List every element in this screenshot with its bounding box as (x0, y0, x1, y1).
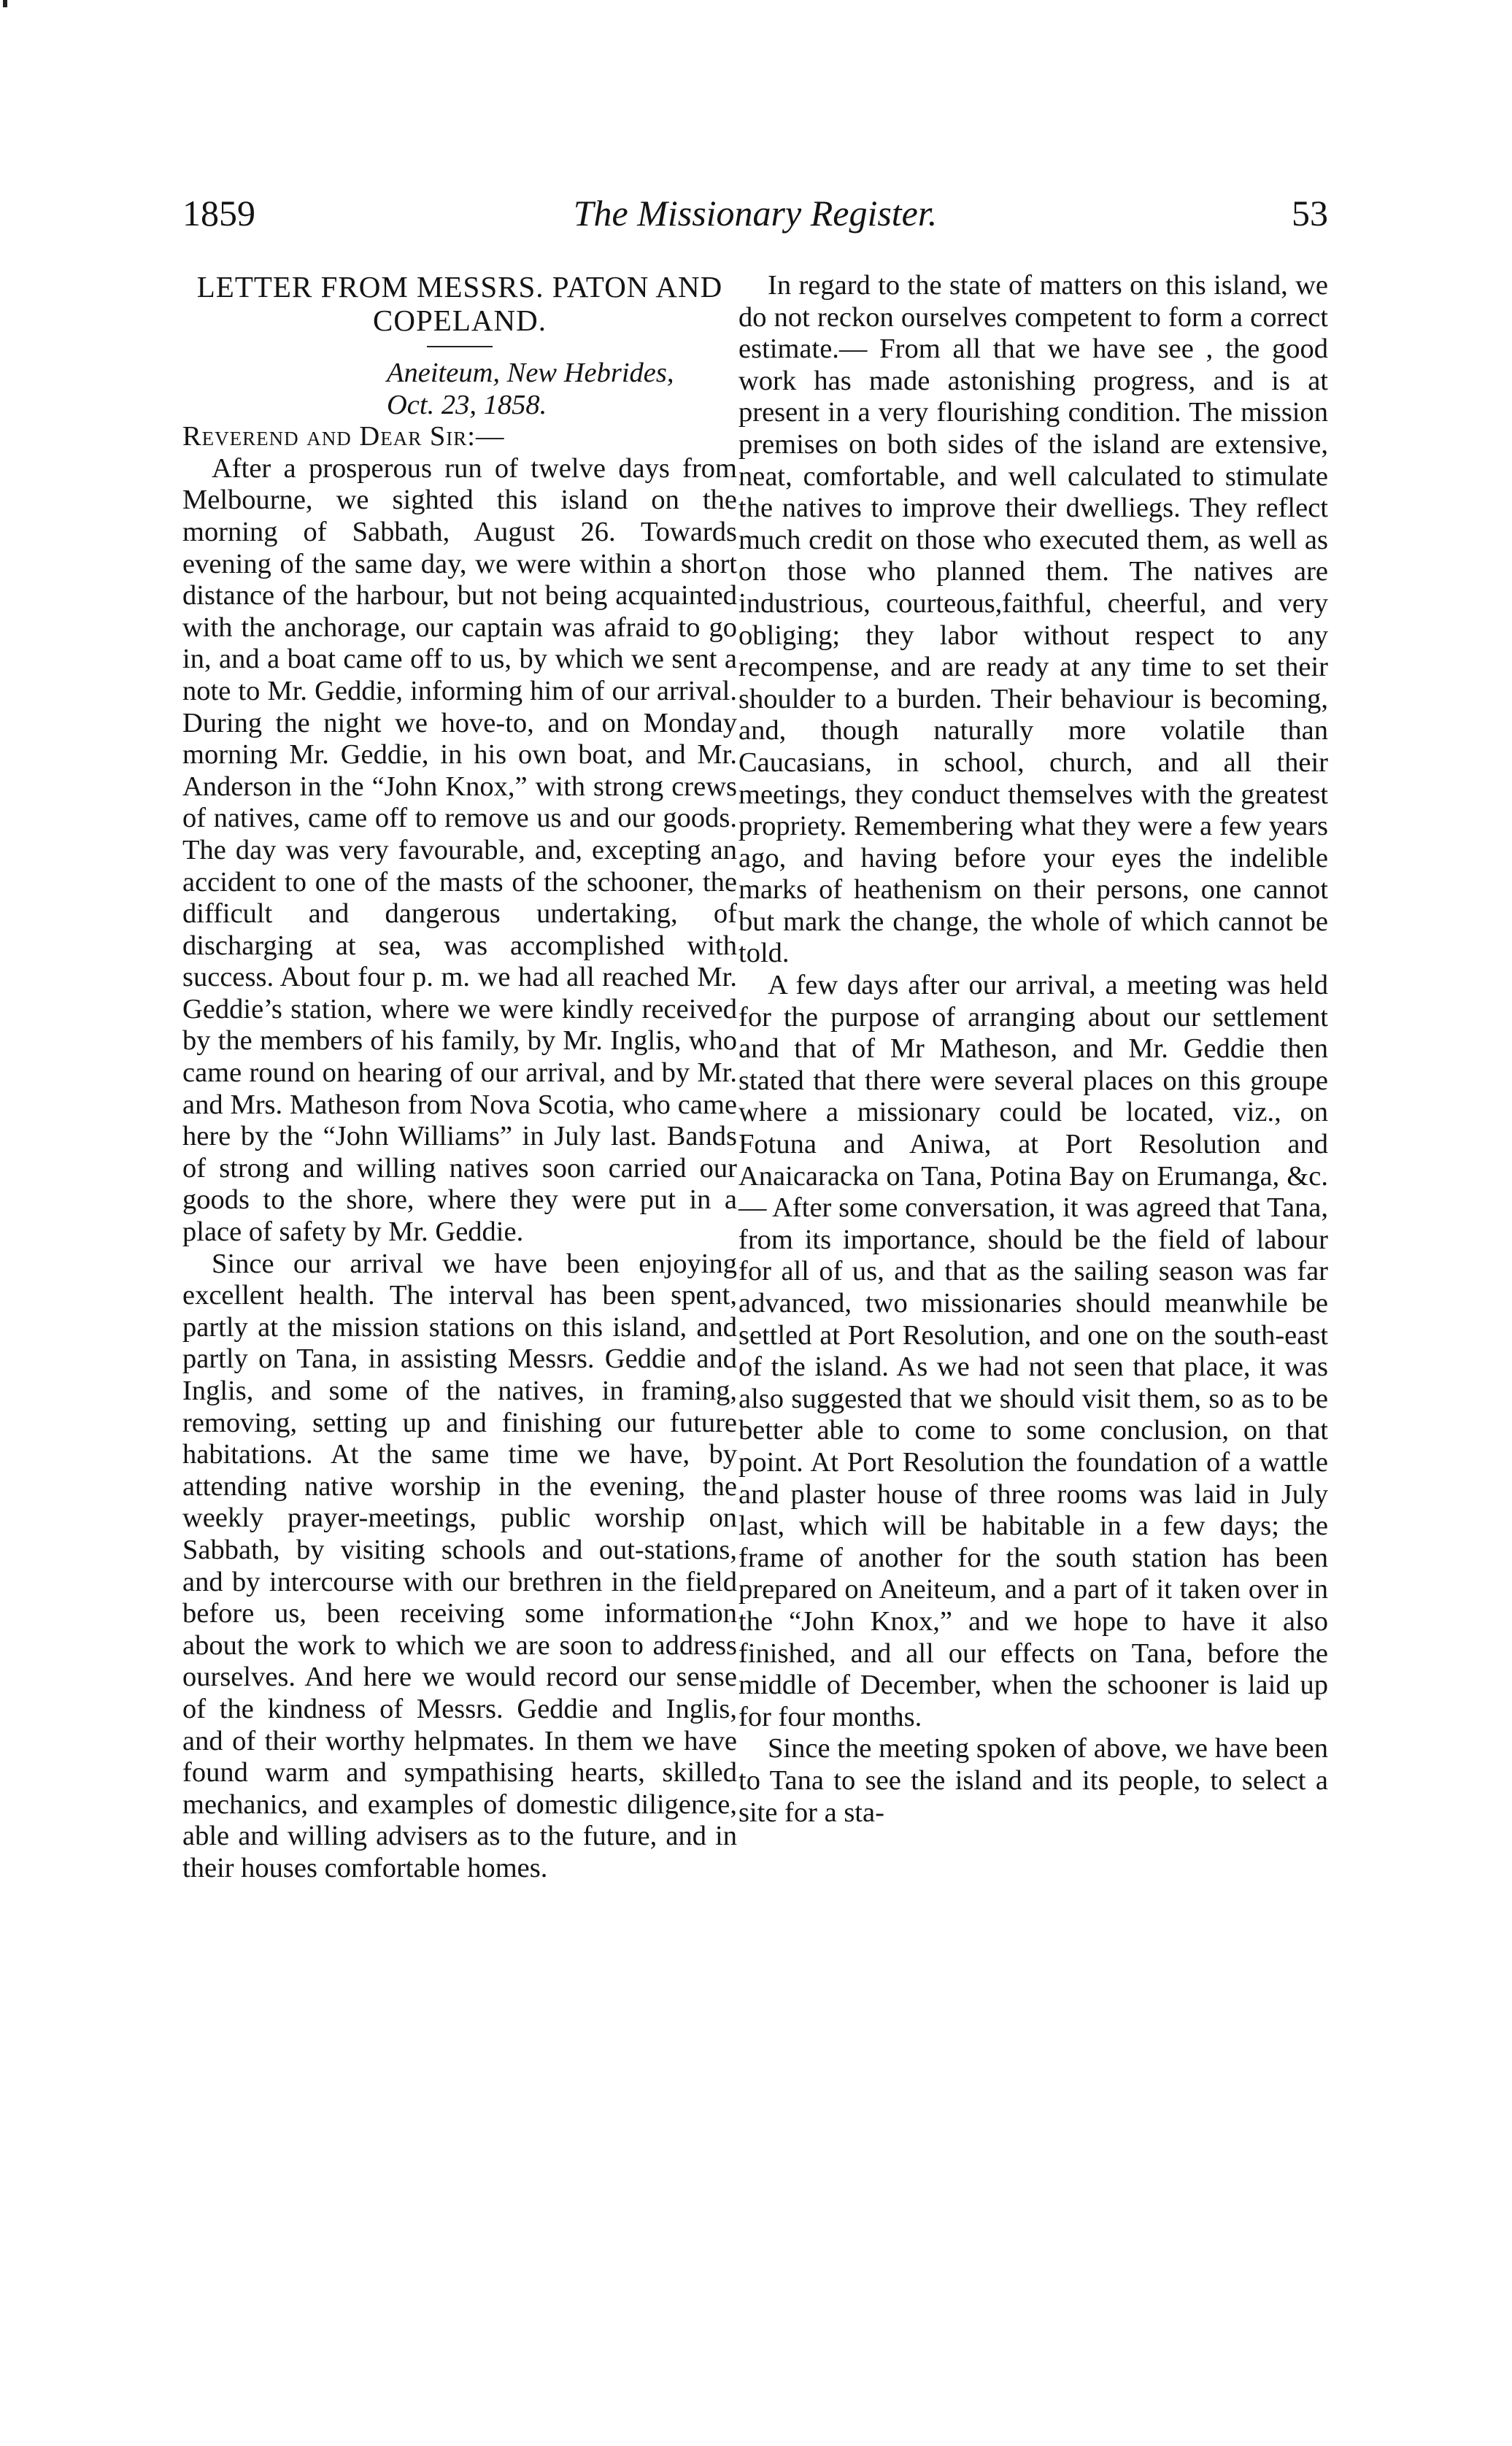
article-title: LETTER FROM MESSRS. PATON AND COPELAND. (196, 270, 723, 337)
salutation: Reverend and Dear Sir:— (182, 421, 505, 452)
body-paragraph: Since our arrival we have been enjoying excellent health. The interval has been spent, partly at the mission stations on this island, and partly on Tana, in assisting Messrs. Geddie and Inglis, and some of the natives, in framing, removing, setting up and finishing our future habitations. At the same time we have, by attending native worship in the evening, the weekly prayer-meetings, public worship on Sabbath, by visiting schools and out-stations, and by intercourse with our brethren in the field before us, been receiving some information about the work to which we are soon to address ourselves. And here we would record our sense of the kindness of Messrs. Geddie and Inglis, and of their worthy helpmates. In them we have found warm and sympathising hearts, skilled mechanics, and examples of domestic diligence, able and willing advisers as to the future, and in their houses comfortable homes. (182, 1248, 737, 1883)
body-paragraph: In regard to the state of matters on this island, we do not reckon ourselves competent to form a correct estimate.— From all that we have see , the good work has made astonishing progress, and is at present in a very flourishing condition. The mission premises on both sides of the island are extensive, neat, comfortable, and well calculated to stimulate the natives to improve their dwelliegs. They reflect much credit on those who executed them, as well as on those who planned them. The natives are industrious, courteous,faithful, cheerful, and very obliging; they labor without respect to any recompense, and are ready at any time to set their shoulder to a burden. Their behaviour is becoming, and, though naturally more volatile than Caucasians, in school, church, and all their meetings, they conduct themselves with the greatest propriety. Remembering what they were a few years ago, and having before your eyes the indelible marks of heathenism on their persons, one cannot but mark the change, the whole of which cannot be told. (738, 270, 1328, 969)
body-paragraph: After a prosperous run of twelve days from Melbourne, we sighted this island on the morning of Sabbath, August 26. Towards evening of the same day, we were within a short distance of the harbour, but not being acquainted with the anchorage, our captain was afraid to go in, and a boat came off to us, by which we sent a note to Mr. Geddie, informing him of our arrival. During the night we hove-to, and on Monday morning Mr. Geddie, in his own boat, and Mr. Anderson in the “John Knox,” with strong crews of natives, came off to remove us and our goods. The day was very favourable, and, excepting an accident to one of the masts of the schooner, the difficult and dangerous undertaking, of discharging at sea, was accomplished with success. About four p. m. we had all reached Mr. Geddie’s station, where we were kindly received by the members of his family, by Mr. Inglis, who came round on hearing of our arrival, and by Mr. and Mrs. Matheson from Nova Scotia, who came here by the “John Williams” in July last. Bands of strong and willing natives soon carried our goods to the shore, where they were put in a place of safety by Mr. Geddie. (182, 452, 737, 1248)
header-year: 1859 (182, 193, 255, 234)
body-paragraph: Since the meeting spoken of above, we have been to Tana to see the island and its people, to select a site for a sta- (738, 1733, 1328, 1828)
journal-title: The Missionary Register. (573, 193, 938, 234)
left-column (182, 270, 737, 1885)
letter-place: Aneiteum, New Hebrides, (387, 358, 674, 388)
scan-mark (3, 0, 7, 7)
running-head (182, 184, 1328, 242)
page-number: 53 (1292, 193, 1328, 234)
right-column (738, 270, 1328, 1829)
letter-date: Oct. 23, 1858. (387, 389, 547, 420)
body-paragraph: A few days after our arrival, a meeting was held for the purpose of arranging about our settlement and that of Mr Matheson, and Mr. Geddie then stated that there were several places on this groupe where a missionary could be located, viz., on Fotuna and Aniwa, at Port Resolution and Anaicaracka on Tana, Potina Bay on Erumanga, &c.— After some conversation, it was agreed that Tana, from its importance, should be the field of labour for all of us, and that as the sailing season was far advanced, two missionaries should meanwhile be settled at Port Resolution, and one on the south-east of the island. As we had not seen that place, it was also suggested that we should visit them, so as to be better able to come to some conclusion, on that point. At Port Resolution the foundation of a wattle and plaster house of three rooms was laid in July last, which will be habitable in a few days; the frame of another for the south station has been prepared on Aneiteum, and a part of it taken over in the “John Knox,” and we hope to have it also finished, and all our effects on Tana, before the middle of December, when the schooner is laid up for four months. (738, 970, 1328, 1732)
title-rule (427, 346, 493, 347)
dateline (182, 358, 737, 421)
